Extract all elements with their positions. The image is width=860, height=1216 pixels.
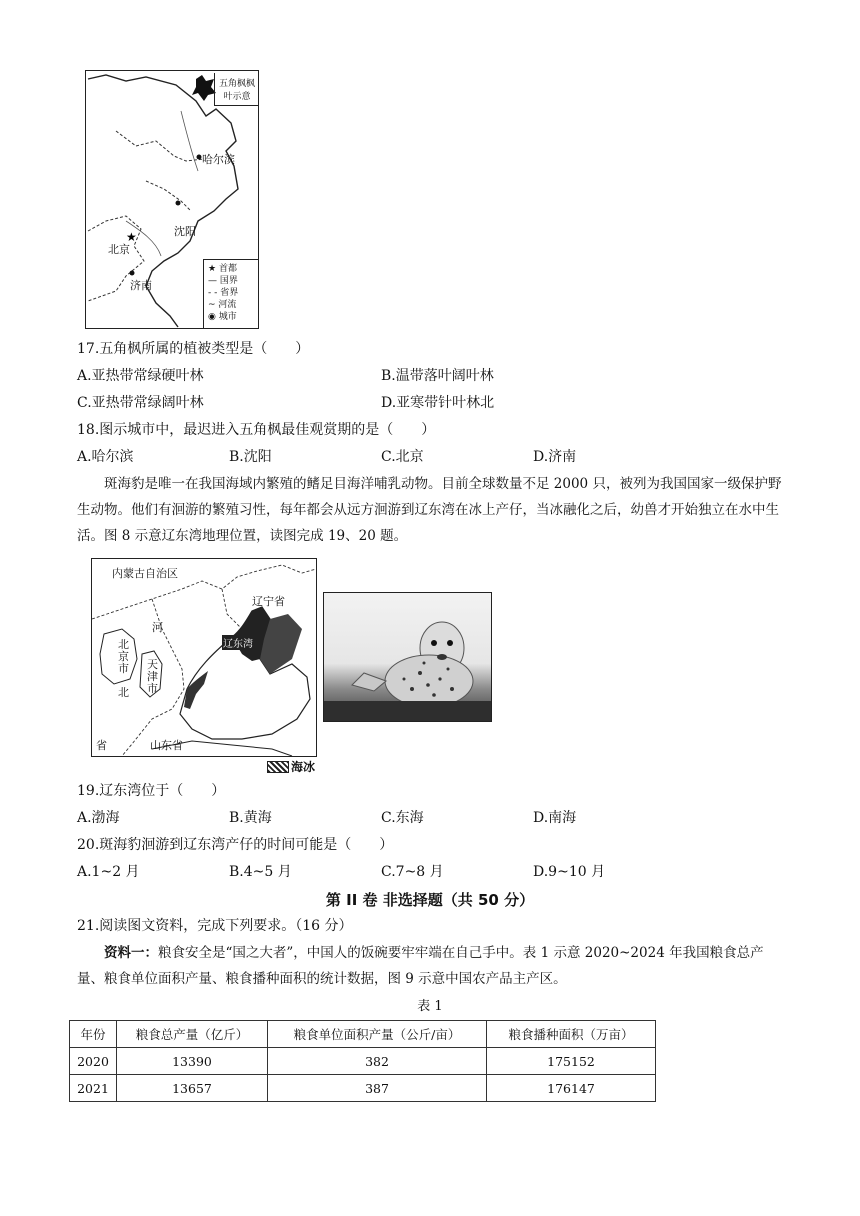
q17-option-a[interactable]: A.亚热带常绿硬叶林	[77, 368, 204, 384]
city-jinan: 济南	[130, 279, 152, 292]
maple-leaf-icon	[192, 75, 216, 101]
q20-stem: 20.斑海豹洄游到辽东湾产仔的时间可能是（ ）	[77, 837, 394, 853]
q20-option-c[interactable]: C.7~8 月	[381, 864, 444, 880]
map1-legend	[203, 259, 258, 328]
material-1-label: 资料一：	[104, 945, 158, 961]
harbin-marker	[197, 155, 202, 160]
cell-total-output: 13390	[117, 1048, 268, 1075]
q18-stem: 18.图示城市中，最迟进入五角枫最佳观赏期的是（ ）	[77, 422, 436, 438]
label-liaodongwan: 辽东湾	[222, 635, 254, 650]
th-unit-yield: 粮食单位面积产量（公斤/亩）	[268, 1021, 487, 1048]
section-2-title: 第 II 卷 非选择题（共 50 分）	[325, 891, 535, 909]
table-1-caption: 表 1	[417, 999, 443, 1014]
q19-option-b[interactable]: B.黄海	[229, 810, 272, 826]
th-year: 年份	[70, 1021, 117, 1048]
material-1-text: 粮食安全是“国之大者”，中国人的饭碗要牢牢端在自己手中。表 1 示意 2020~2024 年我国粮食总产量、粮食单位面积产量、粮食播种面积的统计数据，图 9 示意中国农产品主产区。	[77, 945, 764, 987]
q18-option-c[interactable]: C.北京	[381, 449, 424, 465]
capital-star-icon: ★	[126, 230, 137, 244]
cell-unit-yield: 382	[268, 1048, 487, 1075]
q18-option-b[interactable]: B.沈阳	[229, 449, 272, 465]
q20-option-b[interactable]: B.4~5 月	[229, 864, 292, 880]
legend-province-border: - - 省界	[208, 288, 239, 298]
label-liaoning: 辽宁省	[252, 595, 285, 608]
cell-year: 2020	[70, 1048, 117, 1075]
city-harbin: 哈尔滨	[202, 153, 235, 166]
q20-option-a[interactable]: A.1~2 月	[77, 864, 140, 880]
q18-option-d[interactable]: D.济南	[533, 449, 577, 465]
passage-seal: 斑海豹是唯一在我国海域内繁殖的鳍足目海洋哺乳动物。目前全球数量不足 2000 只，被列为我国国家一级保护野生动物。他们有洄游的繁殖习性，每年都会从远方洄游到辽东湾在冰上产仔，当冰融化之后，幼兽才开始独立在水中生活。图 8 示意辽东湾地理位置，读图完成 19、20 题。	[77, 476, 782, 544]
sea-ice-legend-swatch	[267, 761, 289, 773]
seal-photo	[323, 592, 492, 722]
city-beijing: 北京	[108, 243, 130, 256]
th-total-output: 粮食总产量（亿斤）	[117, 1021, 268, 1048]
q17-stem: 17.五角枫所属的植被类型是（ ）	[77, 341, 310, 357]
cell-sown-area: 175152	[487, 1048, 656, 1075]
inset-label-1: 五角枫枫	[218, 79, 255, 89]
label-sheng: 省	[96, 739, 107, 752]
table-header-row	[70, 1021, 656, 1048]
q17-option-d[interactable]: D.亚寒带针叶林北	[381, 395, 495, 411]
table-1	[69, 1020, 656, 1102]
q17-option-c[interactable]: C.亚热带常绿阔叶林	[77, 395, 204, 411]
shenyang-marker	[176, 201, 181, 206]
cell-sown-area: 176147	[487, 1075, 656, 1102]
sea-ice-legend-label: 海冰	[291, 760, 316, 774]
jinan-marker	[130, 271, 135, 276]
cell-total-output: 13657	[117, 1075, 268, 1102]
q19-stem: 19.辽东湾位于（ ）	[77, 783, 226, 799]
th-sown-area: 粮食播种面积（万亩）	[487, 1021, 656, 1048]
seal-icon	[324, 593, 491, 721]
legend-river: ~ 河流	[208, 300, 237, 310]
q19-option-c[interactable]: C.东海	[381, 810, 424, 826]
q21-stem: 21.阅读图文资料，完成下列要求。（16 分）	[77, 918, 353, 934]
cell-unit-yield: 387	[268, 1075, 487, 1102]
inset-label-2: 叶示意	[223, 92, 251, 102]
label-neimenggu: 内蒙古自治区	[112, 567, 178, 580]
city-shenyang: 沈阳	[174, 225, 196, 238]
table-row	[70, 1048, 656, 1075]
legend-city: ◉ 城市	[208, 312, 237, 322]
legend-capital: ★ 首都	[208, 264, 237, 274]
label-tianjin-city: 天津市	[147, 658, 158, 695]
q18-option-a[interactable]: A.哈尔滨	[77, 449, 134, 465]
maple-inset	[214, 73, 259, 106]
legend-national-border: — 国界	[208, 276, 238, 286]
q17-option-b[interactable]: B.温带落叶阔叶林	[381, 368, 494, 384]
q20-option-d[interactable]: D.9~10 月	[533, 864, 606, 880]
table-row	[70, 1075, 656, 1102]
label-he: 河	[152, 621, 163, 634]
q19-option-d[interactable]: D.南海	[533, 810, 577, 826]
map-northeast-china	[85, 70, 259, 329]
map-liaodong-bay	[91, 558, 317, 757]
material-1	[77, 940, 787, 992]
label-bei: 北	[118, 686, 129, 699]
label-beijing-city: 北京市	[118, 638, 129, 675]
q19-option-a[interactable]: A.渤海	[77, 810, 120, 826]
cell-year: 2021	[70, 1075, 117, 1102]
label-shandong: 山东省	[150, 739, 183, 752]
